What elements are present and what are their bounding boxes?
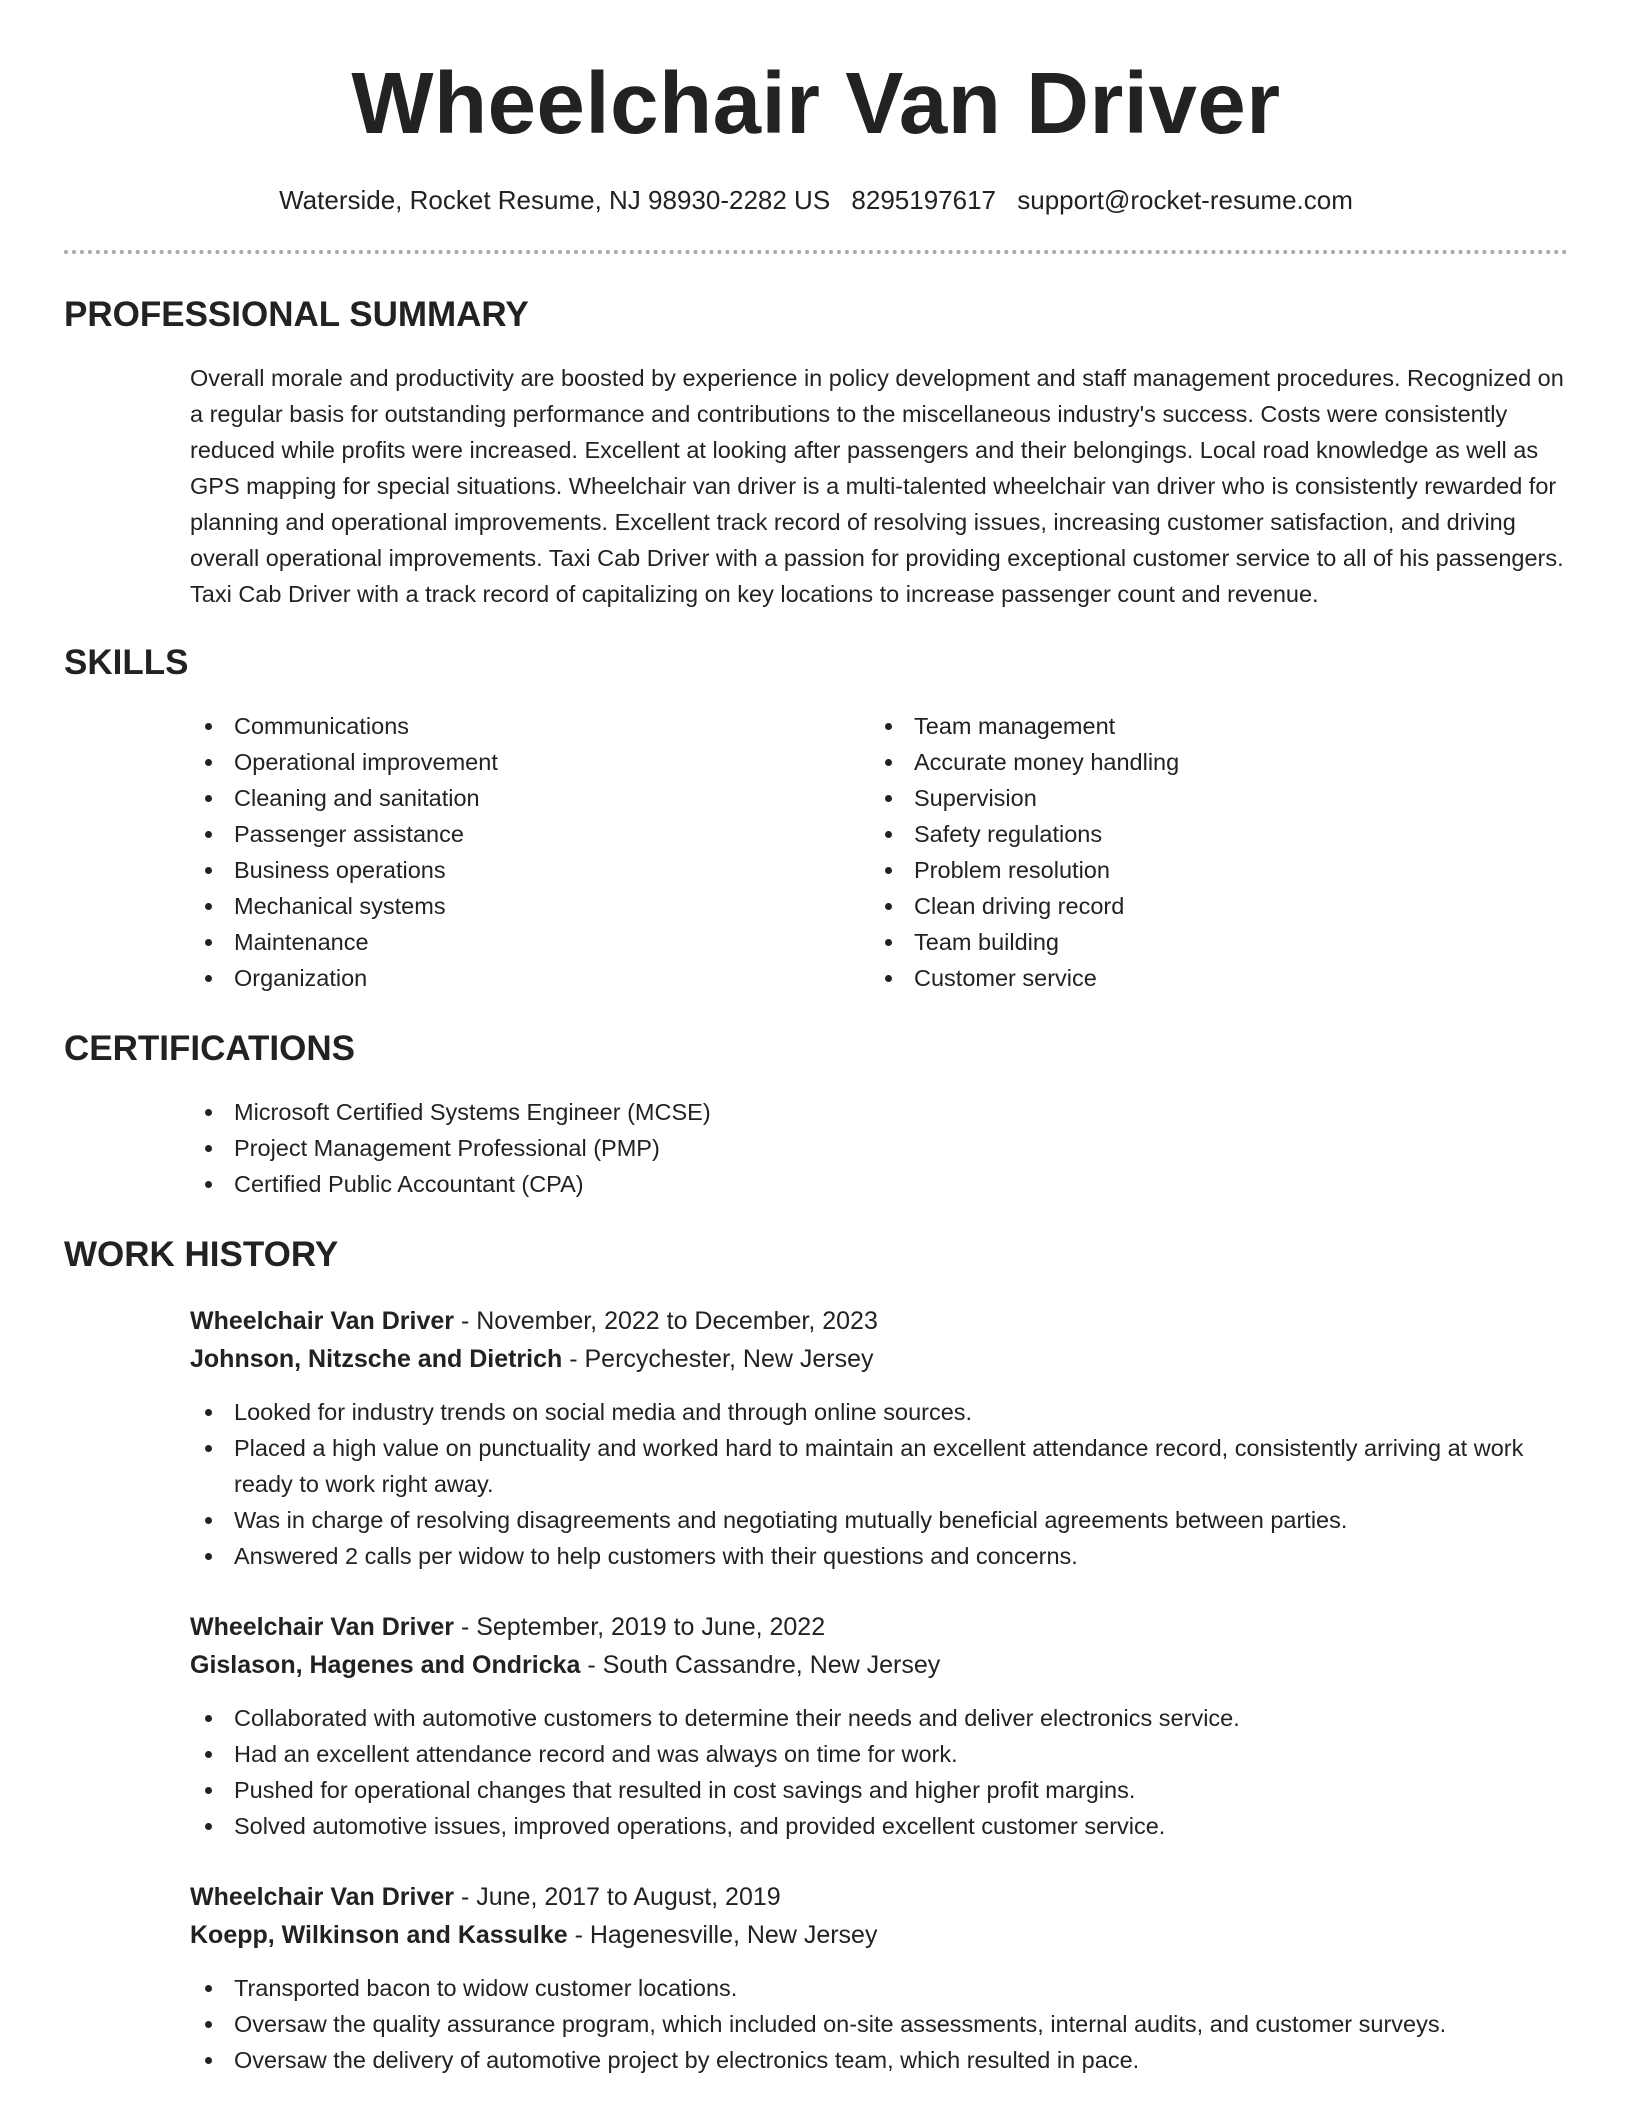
skill-item: Mechanical systems	[190, 888, 870, 924]
job-title: Wheelchair Van Driver	[190, 1307, 455, 1335]
job-dates: - June, 2017 to August, 2019	[454, 1883, 781, 1911]
resume-page	[64, 0, 1568, 2078]
skills-column-right	[870, 708, 1550, 996]
skill-item: Supervision	[870, 780, 1550, 816]
job-title: Wheelchair Van Driver	[190, 1883, 455, 1911]
skill-item: Business operations	[190, 852, 870, 888]
job-location: - Percychester, New Jersey	[562, 1345, 874, 1373]
job-duty: Pushed for operational changes that resulted in cost savings and higher profit margins.	[190, 1772, 1568, 1808]
job-title-line	[190, 1608, 1568, 1646]
job-duty: Answered 2 calls per widow to help customers with their questions and concerns.	[190, 1538, 1568, 1574]
skills-list-left	[190, 708, 870, 996]
skill-item: Problem resolution	[870, 852, 1550, 888]
skill-item: Customer service	[870, 960, 1550, 996]
job-company: Johnson, Nitzsche and Dietrich	[190, 1345, 563, 1373]
job-company-line	[190, 1916, 1568, 1954]
job-location: - Hagenesville, New Jersey	[567, 1921, 878, 1949]
skill-item: Organization	[190, 960, 870, 996]
job-dates: - September, 2019 to June, 2022	[454, 1613, 826, 1641]
section-title-work-history: WORK HISTORY	[64, 1235, 339, 1274]
address: Waterside, Rocket Resume, NJ 98930-2282 US	[279, 185, 831, 215]
skill-item: Clean driving record	[870, 888, 1550, 924]
skill-item: Communications	[190, 708, 870, 744]
job-company-line	[190, 1340, 1568, 1378]
skills-column-left	[190, 708, 870, 996]
skill-item: Accurate money handling	[870, 744, 1550, 780]
email-address: support@rocket-resume.com	[1017, 185, 1353, 215]
job-dates: - November, 2022 to December, 2023	[454, 1307, 878, 1335]
skill-item: Team building	[870, 924, 1550, 960]
certifications-list	[190, 1094, 1568, 1202]
job-entry	[190, 1302, 1568, 1574]
job-duty: Oversaw the quality assurance program, which included on-site assessments, internal audits, and customer surveys.	[190, 2006, 1568, 2042]
certifications-block	[190, 1094, 1568, 1202]
job-location: - South Cassandre, New Jersey	[580, 1651, 941, 1679]
skills-grid	[190, 708, 1568, 996]
skill-item: Passenger assistance	[190, 816, 870, 852]
skills-list-right	[870, 708, 1550, 996]
job-title-line	[190, 1878, 1568, 1916]
job-entry	[190, 1878, 1568, 2078]
section-title-summary: PROFESSIONAL SUMMARY	[64, 295, 529, 334]
section-title-skills: SKILLS	[64, 643, 189, 682]
header-divider	[64, 250, 1568, 254]
job-title: Wheelchair Van Driver	[190, 1613, 455, 1641]
job-company: Koepp, Wilkinson and Kassulke	[190, 1921, 568, 1949]
job-duty: Was in charge of resolving disagreements and negotiating mutually beneficial agreements between parties.	[190, 1502, 1568, 1538]
job-duty: Oversaw the delivery of automotive project by electronics team, which resulted in pace.	[190, 2042, 1568, 2078]
job-duties-list	[190, 1970, 1568, 2078]
certification-item: Microsoft Certified Systems Engineer (MCSE)	[190, 1094, 1568, 1130]
certification-item: Certified Public Accountant (CPA)	[190, 1166, 1568, 1202]
job-duty: Transported bacon to widow customer locations.	[190, 1970, 1568, 2006]
skill-item: Maintenance	[190, 924, 870, 960]
job-duty: Placed a high value on punctuality and worked hard to maintain an excellent attendance record, consistently arriving at work ready to work right away.	[190, 1430, 1568, 1502]
section-title-certifications: CERTIFICATIONS	[64, 1029, 356, 1068]
summary-text: Overall morale and productivity are boosted by experience in policy development and staff management procedures. Recognized on a regular basis for outstanding performance and contributions to the miscellaneous industry's success. Costs were consistently reduced while profits were increased. Excellent at looking after passengers and their belongings. Local road knowledge as well as GPS mapping for special situations. Wheelchair van driver is a multi-talented wheelchair van driver who is consistently rewarded for planning and operational improvements. Excellent track record of resolving issues, increasing customer satisfaction, and driving overall operational improvements. Taxi Cab Driver with a passion for providing exceptional customer service to all of his passengers. Taxi Cab Driver with a track record of capitalizing on key locations to increase passenger count and revenue.	[190, 365, 1564, 607]
certification-item: Project Management Professional (PMP)	[190, 1130, 1568, 1166]
job-duties-list	[190, 1700, 1568, 1844]
job-duty: Collaborated with automotive customers to determine their needs and deliver electronics service.	[190, 1700, 1568, 1736]
job-title-line	[190, 1302, 1568, 1340]
job-duty: Solved automotive issues, improved operations, and provided excellent customer service.	[190, 1808, 1568, 1844]
skill-item: Operational improvement	[190, 744, 870, 780]
candidate-name: Wheelchair Van Driver	[351, 55, 1281, 152]
job-company: Gislason, Hagenes and Ondricka	[190, 1651, 581, 1679]
skill-item: Team management	[870, 708, 1550, 744]
job-company-line	[190, 1646, 1568, 1684]
job-duties-list	[190, 1394, 1568, 1574]
phone-number: 8295197617	[851, 185, 997, 215]
job-duty: Had an excellent attendance record and was always on time for work.	[190, 1736, 1568, 1772]
job-duty: Looked for industry trends on social media and through online sources.	[190, 1394, 1568, 1430]
job-entry	[190, 1608, 1568, 1844]
contact-line	[64, 184, 1568, 216]
skill-item: Safety regulations	[870, 816, 1550, 852]
skill-item: Cleaning and sanitation	[190, 780, 870, 816]
